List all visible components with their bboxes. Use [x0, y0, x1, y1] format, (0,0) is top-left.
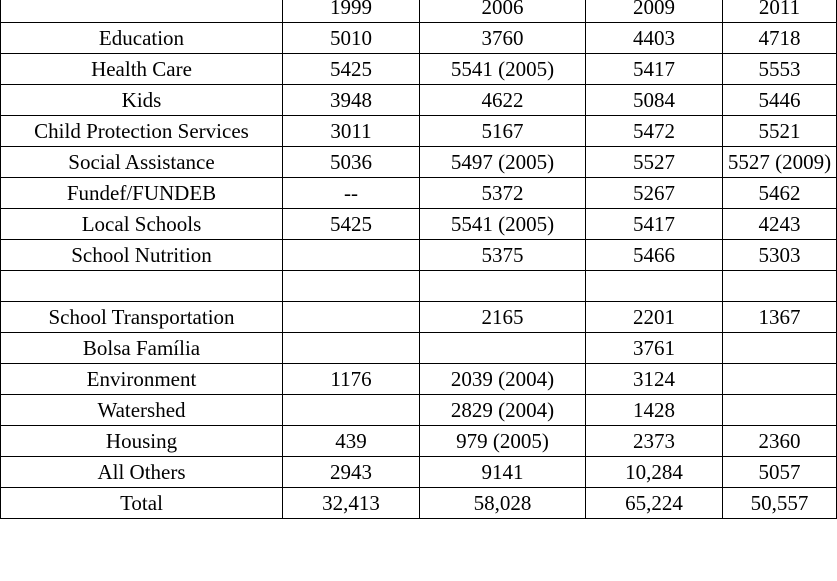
table-cell [283, 333, 420, 364]
table-cell: 5497 (2005) [420, 147, 586, 178]
table-row [1, 457, 837, 488]
table-cell: 1428 [586, 395, 723, 426]
table-cell: 10,284 [586, 457, 723, 488]
table-cell: -- [283, 178, 420, 209]
table-cell: 5057 [723, 457, 837, 488]
row-label: Health Care [1, 54, 283, 85]
table-cell: 3761 [586, 333, 723, 364]
table-cell: 4403 [586, 23, 723, 54]
table-body [1, 0, 837, 519]
table-cell [723, 395, 837, 426]
table-cell: 5417 [586, 209, 723, 240]
table-cell: 65,224 [586, 488, 723, 519]
table-cell: 2201 [586, 302, 723, 333]
table-cell [283, 240, 420, 271]
table-cell [420, 271, 586, 302]
table-cell: 5446 [723, 85, 837, 116]
table-cell: 2373 [586, 426, 723, 457]
row-label: Environment [1, 364, 283, 395]
table-cell: 3760 [420, 23, 586, 54]
row-label: Local Schools [1, 209, 283, 240]
row-label: School Nutrition [1, 240, 283, 271]
table-cell: 5375 [420, 240, 586, 271]
table-row [1, 209, 837, 240]
table-cell: 5425 [283, 209, 420, 240]
table-row [1, 333, 837, 364]
table-cell: 5417 [586, 54, 723, 85]
table-cell: 5527 [586, 147, 723, 178]
table-cell: 2943 [283, 457, 420, 488]
table-cell: 4718 [723, 23, 837, 54]
row-label: Social Assistance [1, 147, 283, 178]
row-label: All Others [1, 457, 283, 488]
row-label [1, 271, 283, 302]
table-cell: 50,557 [723, 488, 837, 519]
table-cell: 5167 [420, 116, 586, 147]
table-cell: 2039 (2004) [420, 364, 586, 395]
header-cell: 2006 [420, 0, 586, 23]
table-cell [283, 302, 420, 333]
header-row [1, 0, 837, 23]
table-cell: 5425 [283, 54, 420, 85]
table-cell: 5372 [420, 178, 586, 209]
row-label: School Transportation [1, 302, 283, 333]
table-cell: 979 (2005) [420, 426, 586, 457]
row-label: Bolsa Família [1, 333, 283, 364]
table-cell: 9141 [420, 457, 586, 488]
row-label: Fundef/FUNDEB [1, 178, 283, 209]
header-cell [1, 0, 283, 23]
table-cell: 5541 (2005) [420, 209, 586, 240]
header-cell: 2009 [586, 0, 723, 23]
row-label: Total [1, 488, 283, 519]
table-row [1, 488, 837, 519]
table-row [1, 240, 837, 271]
table-cell [723, 271, 837, 302]
row-label: Kids [1, 85, 283, 116]
table-cell: 1367 [723, 302, 837, 333]
table-cell [283, 271, 420, 302]
table-cell: 5472 [586, 116, 723, 147]
table-cell: 1176 [283, 364, 420, 395]
table-cell: 5466 [586, 240, 723, 271]
table-row [1, 302, 837, 333]
table-cell: 5010 [283, 23, 420, 54]
table-cell [420, 333, 586, 364]
table-cell: 5267 [586, 178, 723, 209]
table-row [1, 23, 837, 54]
table-cell: 3011 [283, 116, 420, 147]
table-row [1, 54, 837, 85]
table-cell [723, 364, 837, 395]
table-cell: 5084 [586, 85, 723, 116]
table-cell: 2829 (2004) [420, 395, 586, 426]
table-row [1, 364, 837, 395]
table-cell: 58,028 [420, 488, 586, 519]
row-label: Education [1, 23, 283, 54]
table-cell: 4622 [420, 85, 586, 116]
table-row [1, 395, 837, 426]
table-cell: 2360 [723, 426, 837, 457]
table-cell: 32,413 [283, 488, 420, 519]
table-cell: 5527 (2009) [723, 147, 837, 178]
header-cell: 2011 [723, 0, 837, 23]
table-cell: 3948 [283, 85, 420, 116]
table-cell: 4243 [723, 209, 837, 240]
table-row [1, 426, 837, 457]
table-row [1, 85, 837, 116]
table-cell [283, 395, 420, 426]
row-label: Watershed [1, 395, 283, 426]
table-cell [723, 333, 837, 364]
table-cell [586, 271, 723, 302]
table-cell: 439 [283, 426, 420, 457]
table-cell: 2165 [420, 302, 586, 333]
table-cell: 5036 [283, 147, 420, 178]
table-row [1, 147, 837, 178]
table-cell: 5462 [723, 178, 837, 209]
table-cell: 5521 [723, 116, 837, 147]
table-row [1, 178, 837, 209]
header-cell: 1999 [283, 0, 420, 23]
table-cell: 5303 [723, 240, 837, 271]
table-cell: 3124 [586, 364, 723, 395]
table-row [1, 271, 837, 302]
table-cell: 5553 [723, 54, 837, 85]
row-label: Housing [1, 426, 283, 457]
row-label: Child Protection Services [1, 116, 283, 147]
table-cell: 5541 (2005) [420, 54, 586, 85]
table-row [1, 116, 837, 147]
